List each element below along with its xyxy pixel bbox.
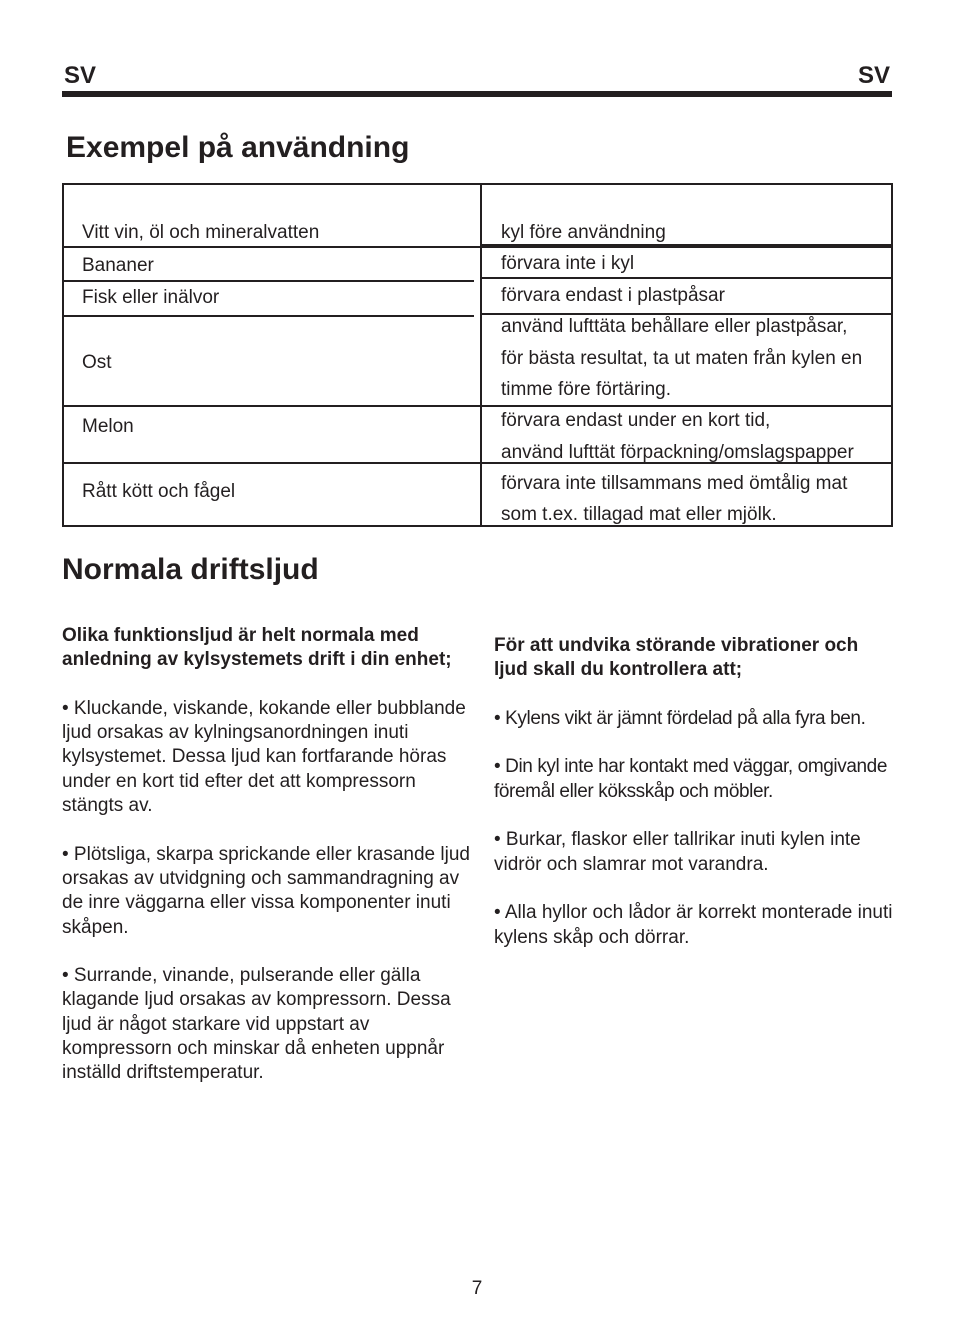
table-row-food: Fisk eller inälvor: [82, 287, 220, 308]
sound-item: • Surrande, vinande, pulserande eller gälla klagande ljud orsakas av kompressorn. Dessa ljud är något starkare vid uppstart av kompressorn och minskar då enheten uppnår inställd driftstemperatur.: [62, 965, 451, 1084]
table-row-food: Bananer: [82, 255, 154, 276]
language-code-right: SV: [857, 62, 890, 89]
sounds-intro: Olika funktionsljud är helt normala med anledning av kylsystemets drift i din enhet;: [62, 625, 452, 671]
checklist-item: • Din kyl inte har kontakt med väggar, omgivande föremål eller köksskåp och möbler.: [494, 756, 888, 802]
table-row-advice: använd lufttät förpackning/omslagspapper: [501, 442, 854, 463]
table-row-advice: använd lufttäta behållare eller plastpåsar,: [501, 316, 848, 337]
table-row-advice: förvara endast under en kort tid,: [501, 410, 771, 431]
table-row-advice: för bästa resultat, ta ut maten från kylen en: [501, 348, 863, 369]
header-rule: [62, 91, 892, 97]
checklist-item: • Burkar, flaskor eller tallrikar inuti kylen inte vidrör och slamrar mot varandra.: [494, 829, 861, 875]
language-code-left: SV: [64, 62, 97, 89]
table-row-advice: förvara endast i plastpåsar: [501, 285, 725, 306]
table-row-advice: som t.ex. tillagad mat eller mjölk.: [501, 504, 777, 525]
checklist-item: • Kylens vikt är jämnt fördelad på alla fyra ben.: [494, 707, 866, 729]
page-number: 7: [471, 1278, 483, 1299]
sounds-title: Normala driftsljud: [62, 553, 319, 586]
usage-title: Exempel på användning: [66, 131, 410, 164]
table-row-food: Melon: [82, 416, 134, 437]
sounds-right-column: [494, 634, 894, 974]
table-row-advice: förvara inte i kyl: [501, 253, 635, 274]
sound-item: • Plötsliga, skarpa sprickande eller krasande ljud orsakas av utvidgning och sammandragning av de inre väggarna eller vissa komponenter inuti skåpen.: [62, 843, 470, 938]
table-row-food: Ost: [82, 352, 112, 373]
table-row-food: Vitt vin, öl och mineralvatten: [82, 222, 320, 243]
row-divider: [64, 315, 474, 317]
table-row-food: Rått kött och fågel: [82, 481, 236, 502]
usage-table: [62, 183, 893, 527]
checklist-item: • Alla hyllor och lådor är korrekt monterade inuti kylens skåp och dörrar.: [494, 902, 893, 948]
table-row-advice: kyl före användning: [501, 222, 666, 243]
sounds-left-column: [62, 624, 472, 1110]
sound-item: • Kluckande, viskande, kokande eller bubblande ljud orsakas av kylningsanordningen inuti kylsystemet. Dessa ljud kan fortfarande höras under en kort tid efter det att kompressorn stängts av.: [62, 697, 466, 817]
table-row-advice: timme före förtäring.: [501, 379, 671, 400]
column-divider: [480, 185, 482, 525]
checklist-intro: För att undvika störande vibrationer och ljud skall du kontrollera att;: [494, 635, 859, 681]
table-row-advice: förvara inte tillsammans med ömtålig mat: [501, 473, 848, 494]
